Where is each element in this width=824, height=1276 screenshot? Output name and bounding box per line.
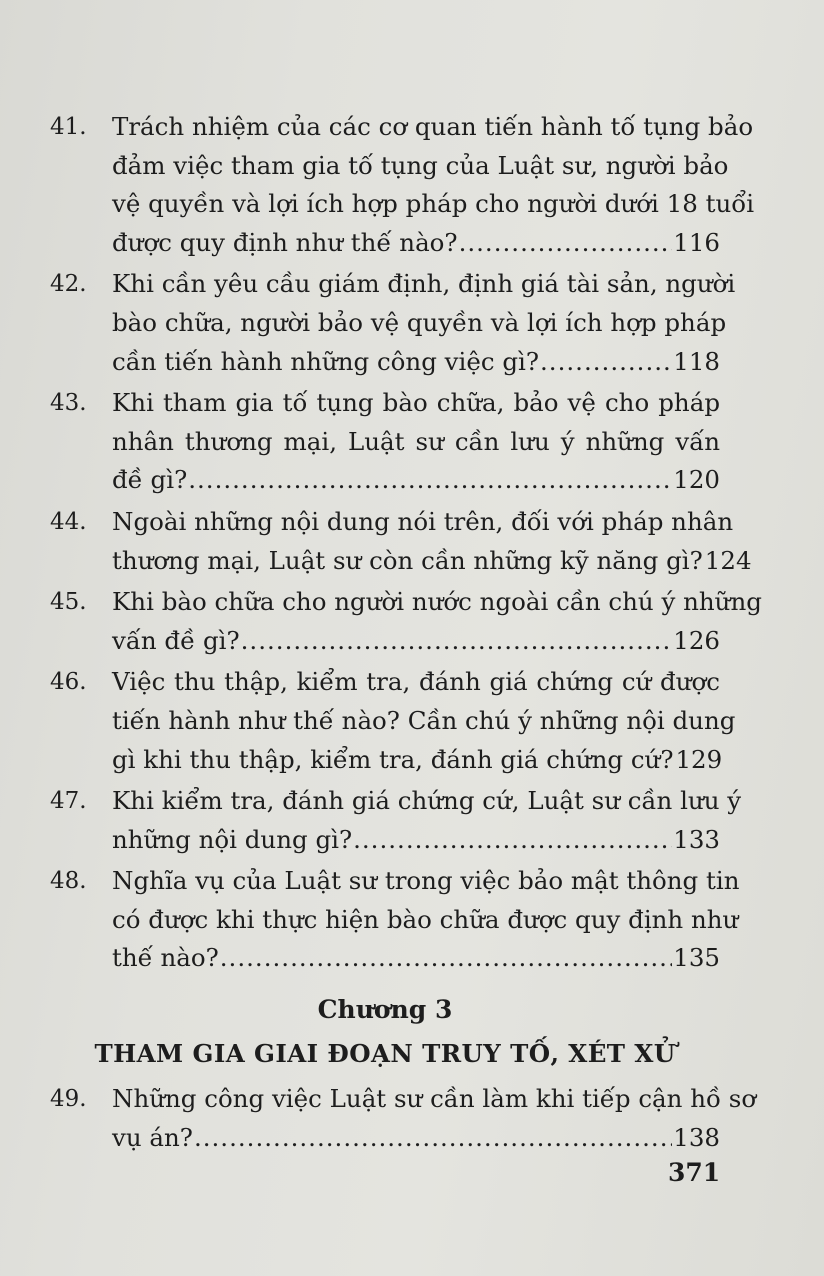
page-reference: 116 — [673, 227, 720, 257]
entry-last-line — [112, 224, 720, 263]
entry-line: Trách nhiệm của các cơ quan tiến hành tố tụng bảo — [112, 112, 754, 141]
toc-entry-48 — [50, 862, 740, 978]
entry-line: cần tiến hành những công việc gì? — [112, 346, 540, 376]
page-reference: 133 — [673, 824, 720, 854]
entry-number: 48. — [50, 868, 87, 895]
toc-entry-47 — [50, 782, 742, 859]
entry-line: Khi cần yêu cầu giám định, định giá tài sản, người — [112, 269, 736, 299]
entry-line: có được khi thực hiện bào chữa được quy định như — [112, 904, 739, 934]
entry-number: 46. — [50, 669, 87, 696]
dot-leader — [540, 343, 672, 382]
entry-number: 43. — [50, 390, 87, 417]
dot-leader — [241, 622, 673, 661]
entry-last-line — [112, 343, 720, 382]
entry-line: Những công việc Luật sư cần làm khi tiếp cận hồ sơ — [112, 1084, 757, 1114]
entry-line: tiến hành như thế nào? Cần chú ý những nội dung — [112, 705, 736, 735]
entry-number: 49. — [50, 1086, 87, 1113]
page-reference: 124 — [704, 545, 752, 575]
entry-last-line — [112, 821, 720, 860]
entry-line: gì khi thu thập, kiểm tra, đánh giá chứng cứ? — [112, 744, 674, 774]
dot-leader — [188, 461, 672, 500]
entry-line: Khi kiểm tra, đánh giá chứng cứ, Luật sư cần lưu ý — [112, 786, 742, 816]
toc-entry-41 — [50, 108, 755, 262]
toc-entry-46 — [50, 663, 736, 779]
page-reference: 138 — [673, 1122, 720, 1152]
chapter-title: THAM GIA GIAI ĐOẠN TRUY TỐ, XÉT XỬ — [94, 1039, 676, 1069]
toc-entry-44 — [50, 503, 752, 580]
entry-line: Khi bào chữa cho người nước ngoài cần chú ý những — [112, 587, 762, 617]
entry-line: bào chữa, người bảo vệ quyền và lợi ích hợp pháp — [112, 307, 727, 337]
entry-line: Khi tham gia tố tụng bào chữa, bảo vệ cho pháp — [112, 388, 720, 418]
toc-entry-42 — [50, 265, 736, 381]
page-reference: 118 — [673, 346, 720, 376]
entry-last-line — [112, 939, 720, 978]
page-reference: 120 — [673, 465, 720, 495]
entry-last-line — [112, 542, 752, 581]
entry-number: 45. — [50, 589, 87, 616]
entry-number: 41. — [50, 114, 87, 140]
entry-line: Việc thu thập, kiểm tra, đánh giá chứng cứ được — [112, 667, 720, 697]
page-reference: 135 — [673, 943, 720, 973]
entry-line: vụ án? — [112, 1122, 193, 1152]
dot-leader — [459, 224, 673, 263]
dot-leader — [220, 939, 672, 978]
entry-line: vệ quyền và lợi ích hợp pháp cho người dưới 18 tuổi — [112, 189, 755, 219]
toc-entry-43 — [50, 384, 720, 500]
page-reference: 129 — [675, 744, 723, 774]
entry-line: những nội dung gì? — [112, 824, 353, 854]
entry-line: vấn đề gì? — [112, 625, 240, 655]
entry-line: thương mại, Luật sư còn cần những kỹ năng gì? — [112, 545, 703, 575]
entry-line: đảm việc tham gia tố tụng của Luật sư, người bảo — [112, 150, 729, 180]
entry-line: nhân thương mại, Luật sư cần lưu ý những vấn — [112, 426, 720, 456]
dot-leader — [353, 821, 672, 860]
chapter-heading: Chương 3 — [317, 995, 453, 1025]
entry-line: đề gì? — [112, 465, 188, 495]
entry-last-line — [112, 461, 720, 500]
dot-leader — [194, 1119, 672, 1158]
entry-number: 42. — [50, 271, 87, 298]
entry-last-line — [112, 1119, 720, 1158]
toc-entry-49 — [50, 1080, 757, 1157]
entry-last-line — [112, 622, 720, 661]
entry-line: được quy định như thế nào? — [112, 227, 458, 257]
page-reference: 126 — [673, 625, 720, 655]
table-of-contents — [50, 108, 762, 1160]
entry-line: Nghĩa vụ của Luật sư trong việc bảo mật thông tin — [112, 866, 740, 896]
entry-line: Ngoài những nội dung nói trên, đối với pháp nhân — [112, 506, 734, 536]
entry-line: thế nào? — [112, 943, 219, 973]
toc-entry-45 — [50, 583, 762, 660]
entry-number: 47. — [50, 788, 87, 815]
entry-last-line — [112, 741, 723, 780]
page-number: 371 — [668, 1158, 721, 1187]
entry-number: 44. — [50, 508, 87, 535]
